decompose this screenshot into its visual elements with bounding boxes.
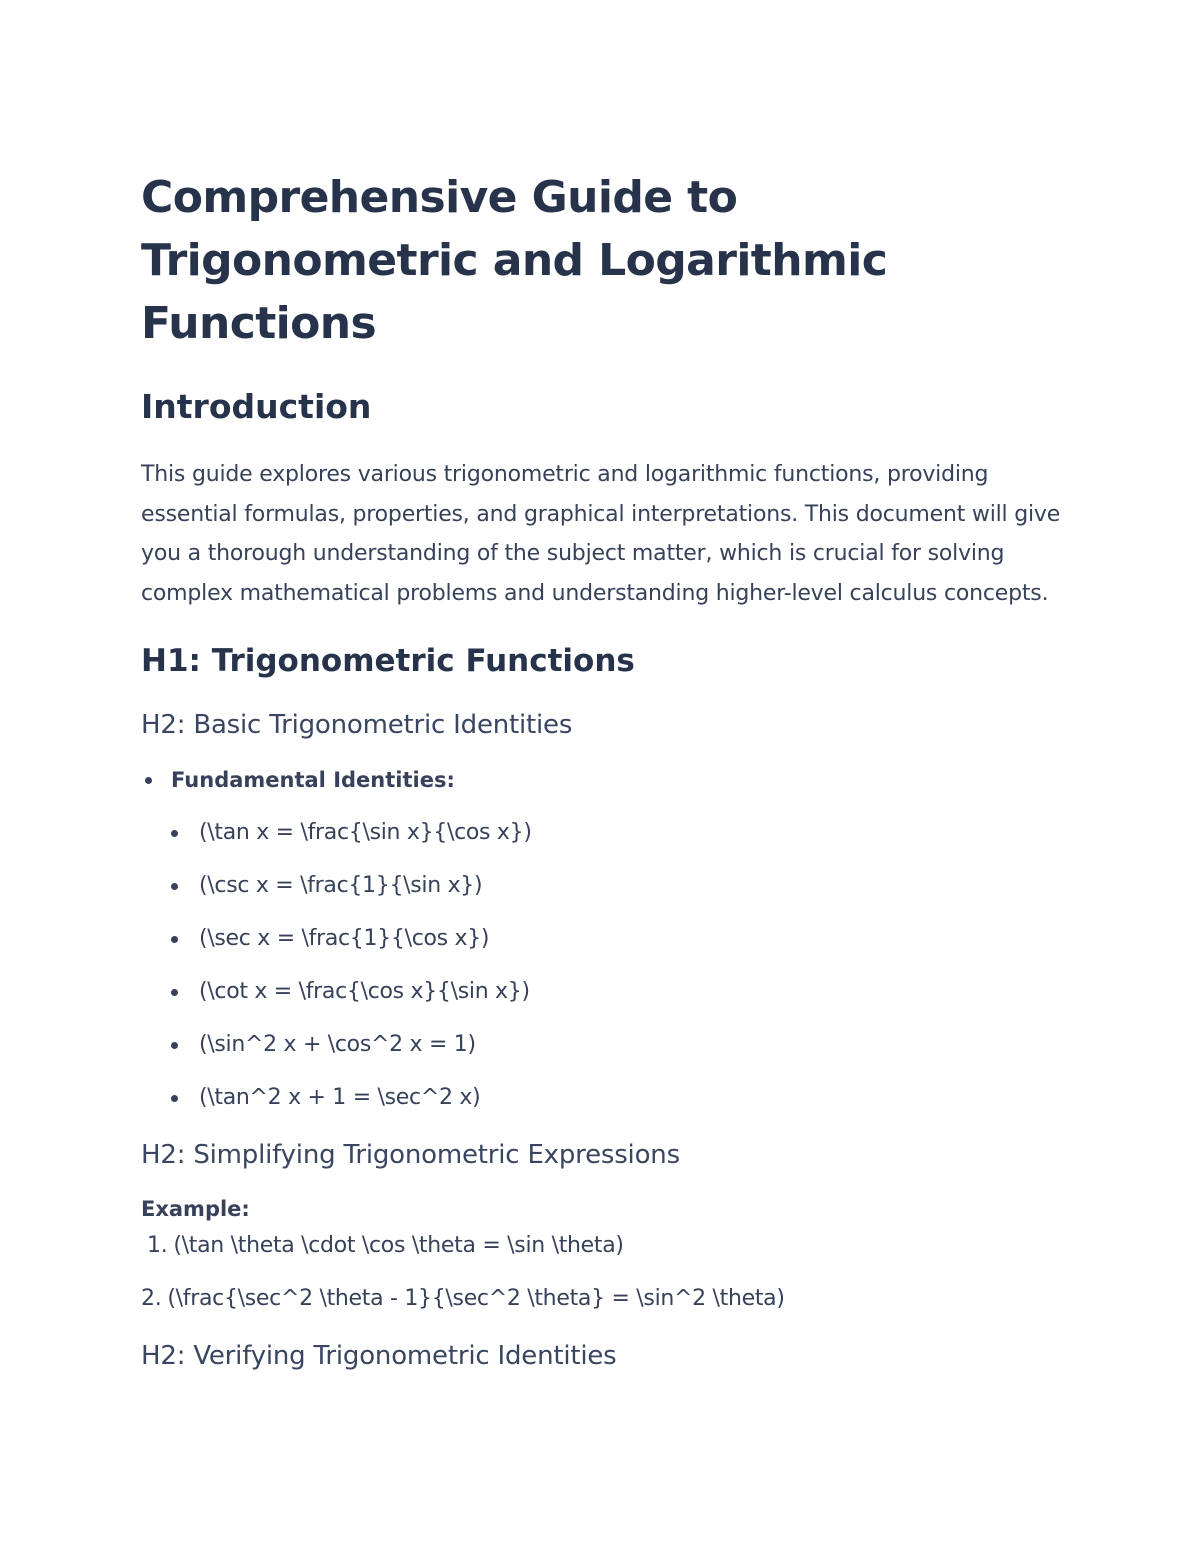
fundamental-identities-label: Fundamental Identities:: [171, 768, 455, 792]
introduction-paragraph: This guide explores various trigonometric and logarithmic functions, providing essential formulas, properties, and graphical interpretations. This document will give you a thorough understanding of the subject matter, which is crucial for solving complex mathematical problems and understanding higher-level calculus concepts.: [141, 462, 1061, 606]
identity-item: (\sin^2 x + \cos^2 x = 1): [169, 1030, 1071, 1060]
identity-sublist-wrapper: [169, 818, 1071, 1113]
document-page: [141, 166, 1071, 1374]
example-number: 1.: [147, 1233, 168, 1258]
example-label: Example:: [141, 1197, 250, 1221]
example-number: 2.: [141, 1286, 162, 1311]
example-list: [141, 1231, 1071, 1314]
basic-identities-heading: H2: Basic Trigonometric Identities: [141, 710, 573, 740]
identity-item: (\tan x = \frac{\sin x}{\cos x}): [169, 818, 1071, 848]
fundamental-identities-list: [141, 765, 1071, 795]
example-text: (\frac{\sec^2 \theta - 1}{\sec^2 \theta} = \sin^2 \theta): [167, 1286, 785, 1311]
identity-item: (\sec x = \frac{1}{\cos x}): [169, 924, 1071, 954]
example-text: (\tan \theta \cdot \cos \theta = \sin \theta): [173, 1233, 624, 1258]
fundamental-identities-item: [141, 765, 1071, 795]
simplifying-heading: H2: Simplifying Trigonometric Expressions: [141, 1140, 680, 1170]
identity-item: (\csc x = \frac{1}{\sin x}): [169, 871, 1071, 901]
verifying-heading: H2: Verifying Trigonometric Identities: [141, 1341, 617, 1371]
identity-sublist: [169, 818, 1071, 1113]
trig-functions-heading: H1: Trigonometric Functions: [141, 643, 635, 679]
example-item: [141, 1231, 1071, 1261]
identity-item: (\cot x = \frac{\cos x}{\sin x}): [169, 977, 1071, 1007]
document-title: Comprehensive Guide to Trigonometric and Logarithmic Functions: [141, 172, 888, 349]
example-item: [141, 1284, 1071, 1314]
introduction-heading: Introduction: [141, 387, 372, 426]
identity-item: (\tan^2 x + 1 = \sec^2 x): [169, 1083, 1071, 1113]
